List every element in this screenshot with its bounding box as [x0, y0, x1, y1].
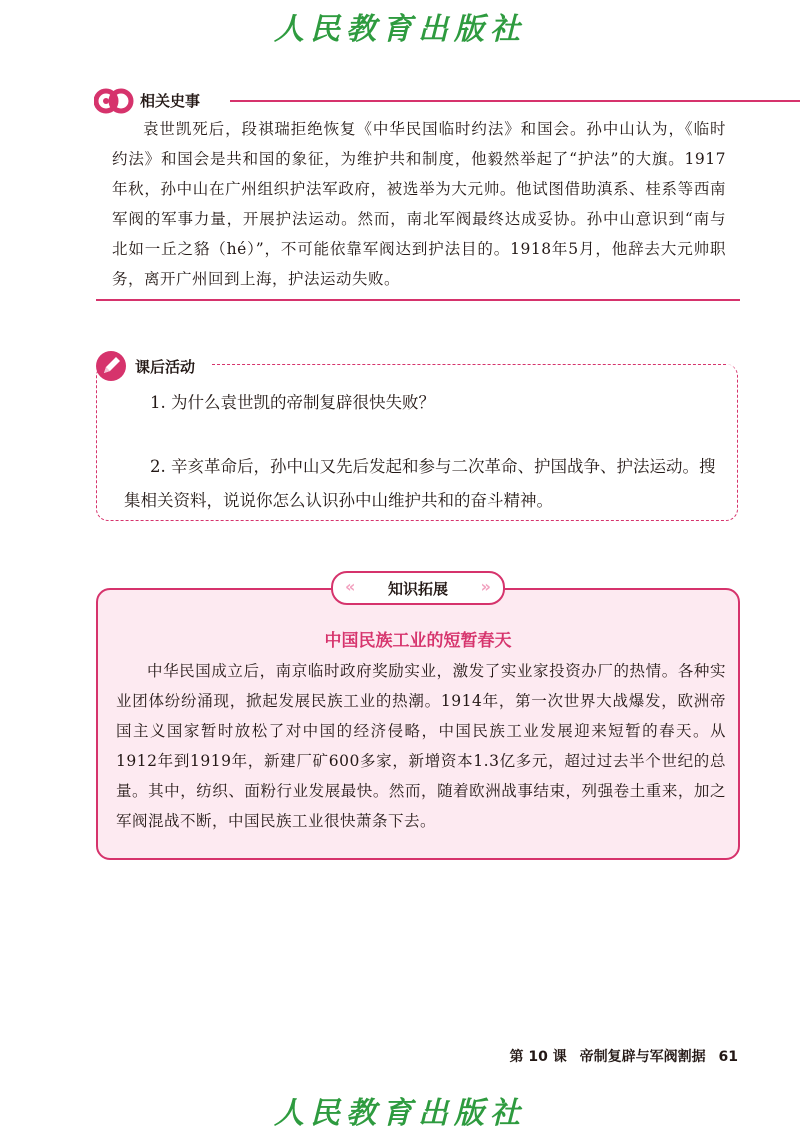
- pencil-icon: [95, 350, 127, 382]
- knowledge-tab-label: 知识拓展: [387, 580, 448, 598]
- publisher-header: 人民教育出版社: [274, 12, 526, 47]
- double-chevron-right-icon: »: [480, 577, 491, 596]
- lesson-title: 帝制复辟与军阀割据: [579, 1049, 706, 1065]
- publisher-footer: 人民教育出版社: [274, 1096, 526, 1131]
- section-divider: [230, 100, 800, 102]
- history-icon: [94, 84, 134, 118]
- knowledge-paragraph: 中华民国成立后，南京临时政府奖励实业，激发了实业家投资办厂的热情。各种实业团体纷纷涌现，掀起发展民族工业的热潮。1914年，第一次世界大战爆发，欧洲帝国主义国家暂时放松了对中国的经济侵略，中国民族工业发展迎来短暂的春天。从1912年到1919年，新建厂矿600多家，新增资本1.3亿多元，超过过去半个世纪的总量。其中，纺织、面粉行业发展最快。然而，随着欧洲战事结束，列强卷土重来，加之军阀混战不断，中国民族工业很快萧条下去。: [116, 662, 726, 830]
- activity-header: [95, 350, 695, 382]
- lesson-number: 第 10 课: [509, 1049, 567, 1065]
- knowledge-body: [116, 656, 726, 836]
- knowledge-tab: [331, 571, 505, 605]
- section-bottom-rule: [96, 299, 740, 301]
- activity-question-1: 1. 为什么袁世凯的帝制复辟很快失败？: [150, 393, 435, 412]
- related-history-title: 相关史事: [140, 92, 201, 110]
- related-history-body: [112, 114, 726, 294]
- activity-title: 课后活动: [135, 358, 196, 376]
- double-chevron-left-icon: «: [345, 577, 356, 596]
- related-history-paragraph: 袁世凯死后，段祺瑞拒绝恢复《中华民国临时约法》和国会。孙中山认为，《临时约法》和国会是共和国的象征，为维护共和制度，他毅然举起了“护法”的大旗。1917年秋，孙中山在广州组织护法军政府，被选举为大元帅。他试图借助滇系、桂系等西南军阀的军事力量，开展护法运动。然而，南北军阀最终达成妥协。孙中山意识到“南与北如一丘之貉（hé）”，不可能依靠军阀达到护法目的。1918年5月，他辞去大元帅职务，离开广州回到上海，护法运动失败。: [112, 120, 726, 288]
- activity-question-2: 2. 辛亥革命后，孙中山又先后发起和参与二次革命、护国战争、护法运动。搜集相关资料，说说你怎么认识孙中山维护共和的奋斗精神。: [124, 457, 716, 510]
- page-footer: [502, 1046, 738, 1066]
- page-number: 61: [718, 1049, 738, 1065]
- knowledge-title: 中国民族工业的短暂春天: [324, 631, 512, 651]
